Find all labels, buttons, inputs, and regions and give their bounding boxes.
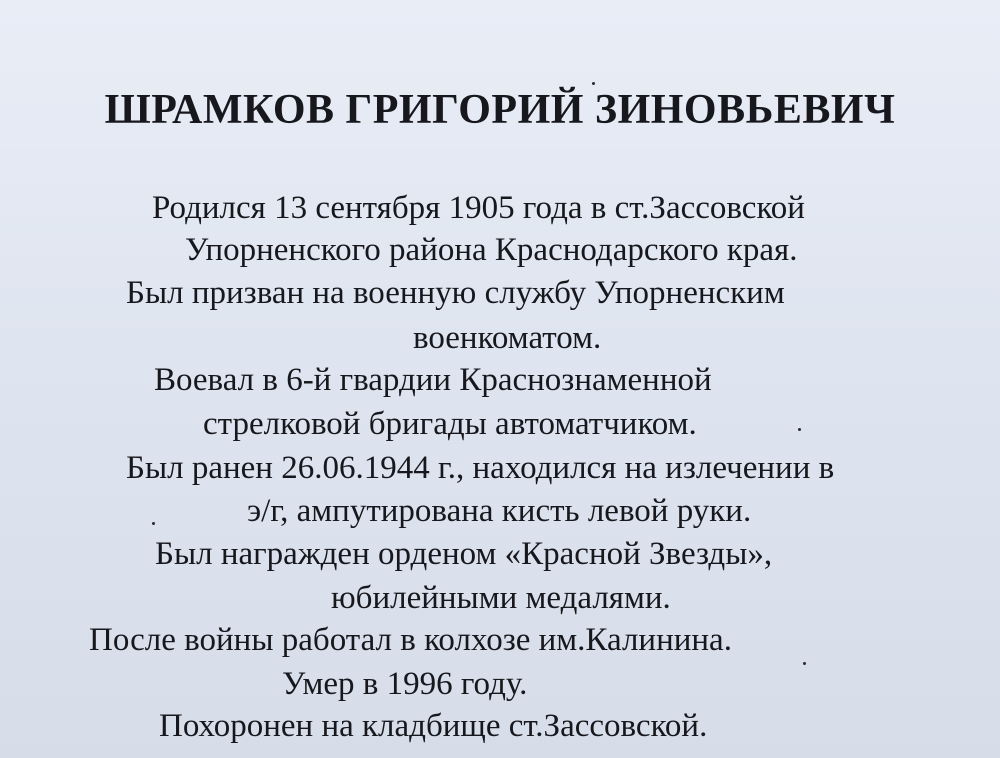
paper-speck: [152, 522, 155, 525]
paper-speck: [798, 428, 801, 431]
text-line-3: Был призван на военную службу Упорненским: [126, 275, 785, 311]
text-line-10: юбилейными медалями.: [331, 580, 671, 616]
text-line-8: э/г, ампутирована кисть левой руки.: [247, 493, 752, 529]
text-line-11: После войны работал в колхозе им.Калинина.: [89, 622, 732, 658]
text-line-12: Умер в 1996 году.: [282, 666, 528, 702]
text-line-9: Был награжден орденом «Красной Звезды»,: [155, 536, 773, 572]
text-line-13: Похоронен на кладбище ст.Зассовской.: [159, 708, 708, 744]
text-line-7: Был ранен 26.06.1944 г., находился на излечении в: [126, 450, 835, 486]
text-line-2: Упорненского района Краснодарского края.: [185, 232, 798, 268]
text-line-4: военкоматом.: [413, 320, 602, 356]
paper-speck: [592, 82, 595, 85]
document-title: ШРАМКОВ ГРИГОРИЙ ЗИНОВЬЕВИЧ: [104, 87, 896, 133]
text-line-6: стрелковой бригады автоматчиком.: [203, 406, 697, 442]
text-line-1: Родился 13 сентября 1905 года в ст.Зассовской: [152, 190, 805, 226]
paper-speck: [803, 662, 806, 665]
text-line-5: Воевал в 6-й гвардии Краснознаменной: [154, 362, 712, 398]
